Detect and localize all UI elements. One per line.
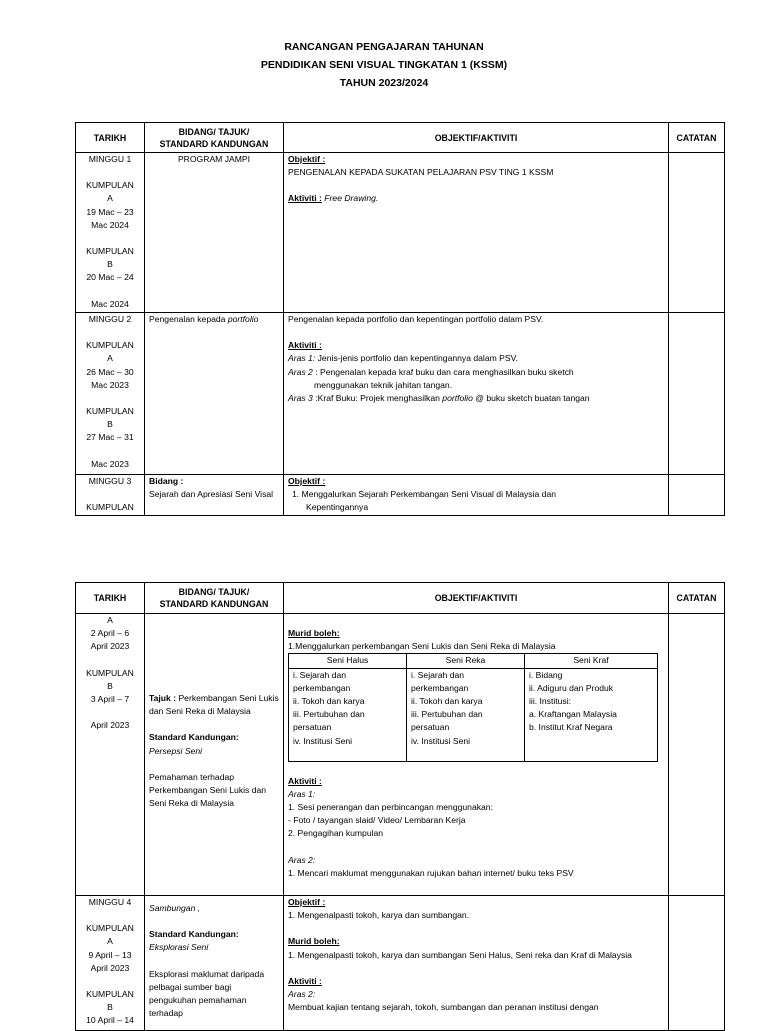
inner-header-seni-reka: Seni Reka — [407, 654, 525, 668]
col-header-tarikh: TARIKH — [76, 583, 145, 614]
tarikh-cell: MINGGU 1 KUMPULAN A 19 Mac – 23 Mac 2024 KUMPULAN B 20 Mac – 24 Mac 2024 — [76, 153, 145, 313]
aras-3-line: Aras 3 :Kraf Buku: Projek menghasilkan portfolio @ buku sketch buatan tangan — [288, 393, 590, 404]
aktiviti-line: Aktiviti : Free Drawing. — [288, 193, 379, 204]
aras-1-line: Aras 1: Jenis-jenis portfolio dan kepentingannya dalam PSV. — [288, 353, 518, 364]
intro-text: Pengenalan kepada portfolio dan kepentingan portfolio dalam PSV. — [288, 314, 544, 324]
objektif-cell: Pengenalan kepada portfolio dan kepentingan portfolio dalam PSV. Aktiviti : Aras 1: Jenis-jenis portfolio dan kepentingannya dalam PSV. Aras 2 : Pengenalan kepada kraf buku dan cara menghasilkan buku sketch menggunakan teknik jahitan tangan. Aras 3 :Kraf Buku: Projek menghasilkan portfolio @ buku sketch buatan tangan — [284, 313, 669, 475]
col-header-objektif: OBJEKTIF/AKTIVITI — [284, 123, 669, 153]
table-header-row — [76, 123, 725, 153]
table-row — [76, 896, 725, 1031]
seni-reka-list: i. Sejarah dan perkembangan ii. Tokoh dan karya iii. Pertubuhan dan persatuan iv. Institusi Seni — [407, 668, 525, 761]
inner-header-seni-halus: Seni Halus — [289, 654, 407, 668]
tarikh-cell: MINGGU 3 KUMPULAN — [76, 475, 145, 516]
objektif-label: Objektif : — [288, 154, 326, 164]
table-row — [76, 614, 725, 896]
table-row — [76, 475, 725, 516]
inner-header-seni-kraf: Seni Kraf — [525, 654, 658, 668]
aktiviti-label: Aktiviti : — [288, 340, 322, 351]
bidang-cell — [145, 153, 284, 313]
header-subject: PENDIDIKAN SENI VISUAL TINGKATAN 1 (KSSM) — [260, 59, 508, 71]
seni-kraf-list: i. Bidang ii. Adiguru dan Produk iii. Institusi: a. Kraftangan Malaysia b. Institut Kraf Negara — [525, 668, 658, 761]
seni-category-table — [288, 653, 658, 761]
objektif-text: PENGENALAN KEPADA SUKATAN PELAJARAN PSV TING 1 KSSM — [288, 167, 554, 178]
table-row — [76, 153, 725, 313]
program-name: PROGRAM JAMPI — [177, 154, 251, 164]
tarikh-cell: A 2 April – 6 April 2023 KUMPULAN B 3 April – 7 April 2023 — [76, 614, 145, 896]
plan-table-2 — [75, 582, 725, 1031]
catatan-cell — [669, 614, 725, 896]
objektif-cell: Murid boleh: 1.Menggalurkan perkembangan Seni Lukis dan Seni Reka di Malaysia Seni Halus Seni Reka Seni Kraf i. Sejarah dan perkembangan ii. Tokoh dan karya iii. Pertubuhan dan persatuan iv. Institusi Seni i. Sejarah dan perkembangan ii. Tokoh dan karya iii. Pertubuhan dan persatuan iv. Institusi Seni i. Bidang ii. Adiguru dan Produk iii. Institusi: a. Kraftangan Malaysia b. Institut Kraf Negara Aktiviti : Aras 1: 1. Sesi penerangan dan perbincangan menggunakan: - Foto / tayangan slaid/ Video/ Lembaran Kerja 2. Pengagihan kumpulan Aras 2: 1. Mencari maklumat menggunakan rujukan bahan internet/ buku teks PSV — [284, 614, 669, 896]
objektif-cell: Objektif : 1. Mengenalpasti tokoh, karya dan sumbangan. Murid boleh: 1. Mengenalpasti tokoh, karya dan sumbangan Seni Halus, Seni reka dan Kraf di Malaysia Aktiviti : Aras 2: Membuat kajian tentang sejarah, tokoh, sumbangan dan peranan institusi dengan — [284, 896, 669, 1031]
col-header-bidang: BIDANG/ TAJUK/ STANDARD KANDUNGAN — [145, 123, 284, 153]
plan-table-1 — [75, 122, 725, 516]
col-header-tarikh: TARIKH — [76, 123, 145, 153]
seni-halus-list: i. Sejarah dan perkembangan ii. Tokoh dan karya iii. Pertubuhan dan persatuan iv. Institusi Seni — [289, 668, 407, 761]
aras-2-line: Aras 2 : Pengenalan kepada kraf buku dan cara menghasilkan buku sketch — [288, 366, 574, 377]
bidang-cell: Tajuk : Perkembangan Seni Lukis dan Seni Reka di Malaysia Standard Kandungan: Persepsi Seni Pemahaman terhadap Perkembangan Seni Lukis dan Seni Reka di Malaysia — [145, 614, 284, 896]
bidang-cell: Bidang : Sejarah dan Apresiasi Seni Visal — [145, 475, 284, 516]
catatan-cell — [669, 475, 725, 516]
col-header-catatan: CATATAN — [669, 123, 725, 153]
tajuk-line: Tajuk : Perkembangan Seni Lukis dan Seni Reka di Malaysia — [149, 693, 279, 717]
header-year: TAHUN 2023/2024 — [339, 77, 429, 89]
objektif-cell: Objektif : 1. Menggalurkan Sejarah Perkembangan Seni Visual di Malaysia dan Kepentingannya — [284, 475, 669, 516]
document-header — [0, 38, 768, 92]
catatan-cell — [669, 153, 725, 313]
table-header-row — [76, 583, 725, 614]
tarikh-cell: MINGGU 4 KUMPULAN A 9 April – 13 April 2023 KUMPULAN B 10 April – 14 — [76, 896, 145, 1031]
table-row — [76, 313, 725, 475]
header-title: RANCANGAN PENGAJARAN TAHUNAN — [284, 41, 484, 53]
bidang-cell: Pengenalan kepada portfolio — [145, 313, 284, 475]
bidang-cell: Sambungan , Standard Kandungan: Eksplorasi Seni Eksplorasi maklumat daripada pelbagai sumber bagi pengukuhan pemahaman terhadap — [145, 896, 284, 1031]
catatan-cell — [669, 313, 725, 475]
murid-boleh-label: Murid boleh: — [288, 628, 340, 638]
col-header-catatan: CATATAN — [669, 583, 725, 614]
col-header-bidang: BIDANG/ TAJUK/ STANDARD KANDUNGAN — [145, 583, 284, 614]
aktiviti-label: Aktiviti : — [288, 775, 322, 786]
col-header-objektif: OBJEKTIF/AKTIVITI — [284, 583, 669, 614]
catatan-cell — [669, 896, 725, 1031]
objektif-cell — [284, 153, 669, 313]
tarikh-cell: MINGGU 2 KUMPULAN A 26 Mac – 30 Mac 2023 KUMPULAN B 27 Mac – 31 Mac 2023 — [76, 313, 145, 475]
